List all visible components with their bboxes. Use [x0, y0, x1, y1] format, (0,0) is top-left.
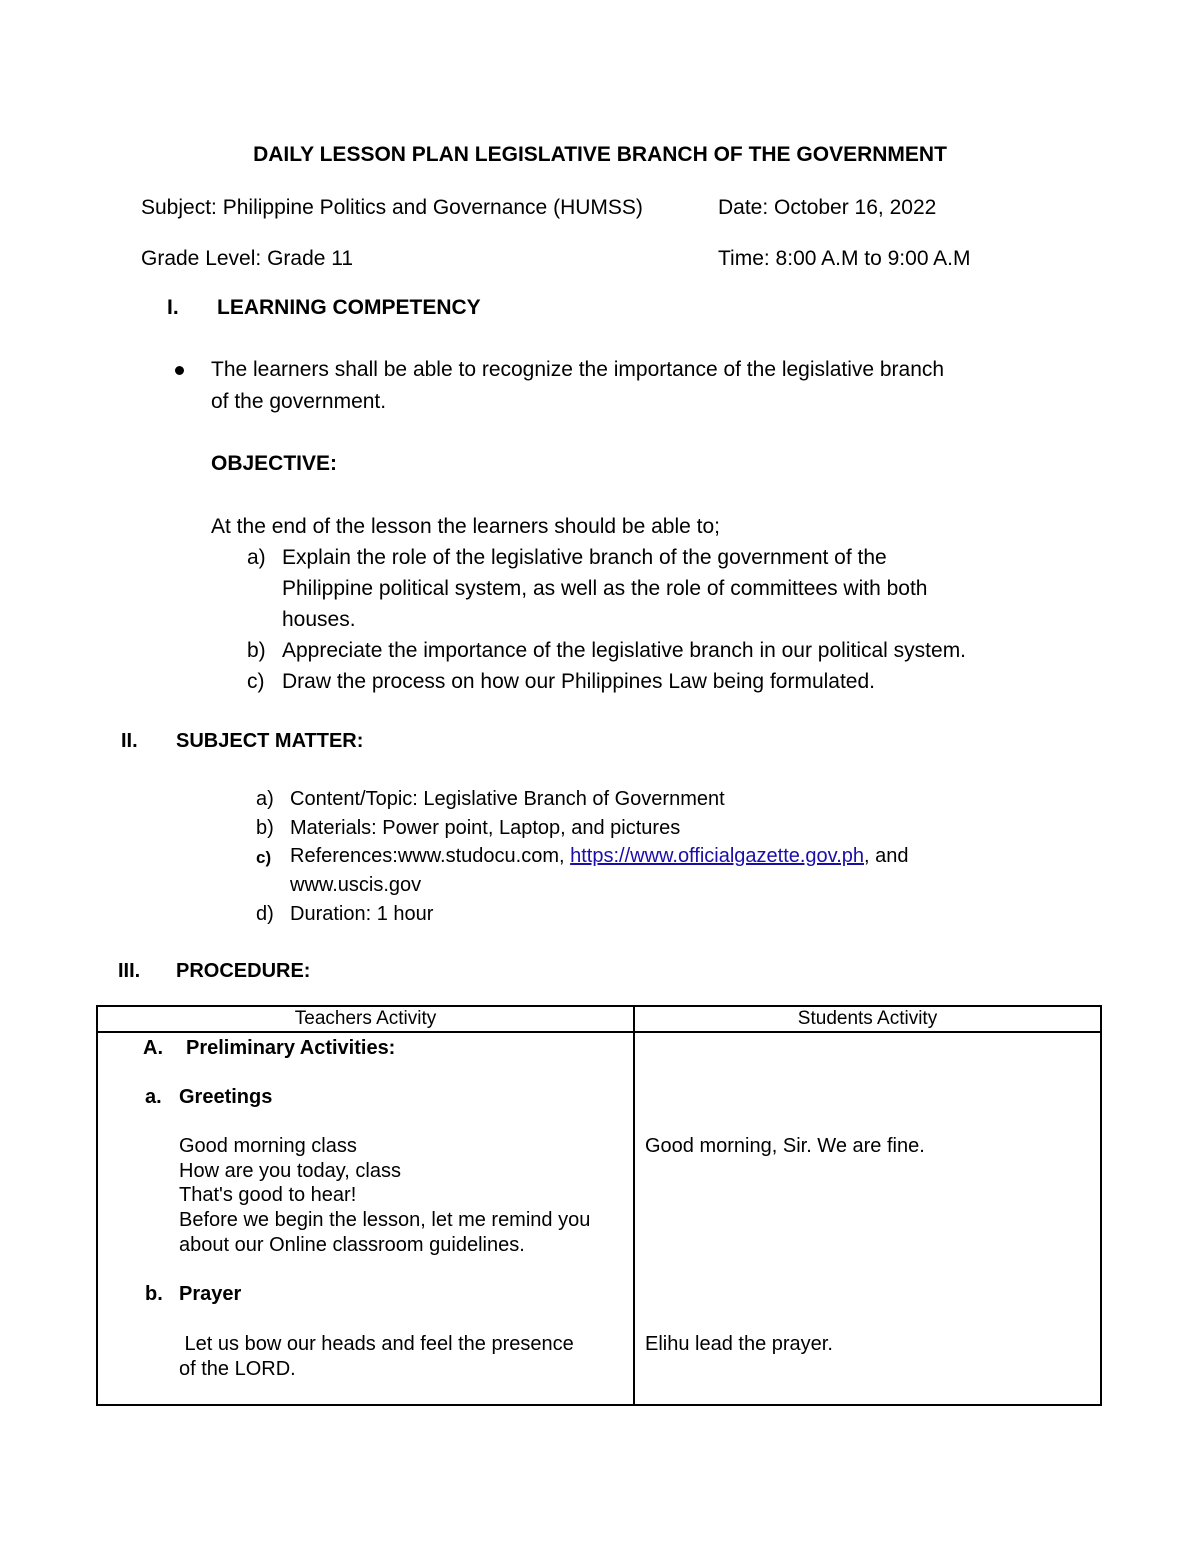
prayer-line: Let us bow our heads and feel the presence [179, 1333, 574, 1355]
greetings-line: That's good to hear! [179, 1184, 357, 1206]
objective-heading: OBJECTIVE: [211, 452, 338, 475]
prayer-marker: b. [145, 1283, 163, 1305]
objective-a-line2: Philippine political system, as well as the role of committees with both [282, 577, 928, 600]
time-line: Time: 8:00 A.M to 9:00 A.M [718, 247, 971, 270]
references-text: References:www.studocu.com, [290, 845, 571, 867]
greetings-line: How are you today, class [179, 1160, 401, 1182]
objective-a-line1: Explain the role of the legislative branch of the government of the [282, 546, 887, 569]
competency-line2: of the government. [211, 390, 387, 413]
subject-item-materials: Materials: Power point, Laptop, and pictures [290, 817, 681, 839]
header-students-activity: Students Activity [634, 1006, 1101, 1032]
section1-number: I. [167, 296, 179, 319]
subject-item-duration: Duration: 1 hour [290, 903, 434, 925]
greetings-line: about our Online classroom guidelines. [179, 1234, 525, 1256]
document-title: DAILY LESSON PLAN LEGISLATIVE BRANCH OF THE GOVERNMENT [253, 143, 947, 166]
greetings-line: Before we begin the lesson, let me remind you [179, 1209, 591, 1231]
section1-heading: LEARNING COMPETENCY [217, 296, 481, 319]
objective-marker-b: b) [247, 639, 266, 662]
header-teachers-activity: Teachers Activity [97, 1006, 634, 1032]
objective-c-line1: Draw the process on how our Philippines Law being formulated. [282, 670, 875, 693]
references-text-after: , and [864, 845, 909, 867]
greetings-marker: a. [145, 1086, 162, 1108]
greetings-heading: Greetings [179, 1086, 273, 1108]
students-activity-cell [634, 1032, 1101, 1405]
section2-heading: SUBJECT MATTER: [176, 730, 364, 752]
greetings-line: Good morning class [179, 1135, 357, 1157]
subject-marker-a: a) [256, 788, 274, 810]
subject-item-content: Content/Topic: Legislative Branch of Government [290, 788, 725, 810]
objective-intro: At the end of the lesson the learners should be able to; [211, 515, 721, 538]
prelim-marker: A. [143, 1037, 163, 1059]
student-prayer-response: Elihu lead the prayer. [645, 1333, 833, 1355]
section3-number: III. [118, 960, 141, 982]
subject-marker-d: d) [256, 903, 274, 925]
competency-line1: The learners shall be able to recognize the importance of the legislative branch [211, 358, 945, 381]
prayer-line: of the LORD. [179, 1358, 296, 1380]
prayer-heading: Prayer [179, 1283, 242, 1305]
official-gazette-link[interactable]: https://www.officialgazette.gov.ph [570, 845, 864, 867]
teachers-activity-cell [97, 1032, 634, 1405]
section2-number: II. [121, 730, 138, 752]
subject-marker-c: c) [256, 848, 272, 867]
table-row [97, 1032, 1101, 1405]
objective-marker-c: c) [247, 670, 265, 693]
section3-heading: PROCEDURE: [176, 960, 311, 982]
table-header-row [97, 1006, 1101, 1032]
student-greeting-response: Good morning, Sir. We are fine. [645, 1135, 925, 1157]
objective-marker-a: a) [247, 546, 266, 569]
objective-a-line3: houses. [282, 608, 356, 631]
subject-marker-b: b) [256, 817, 274, 839]
subject-item-references-line2: www.uscis.gov [290, 874, 422, 896]
subject-line: Subject: Philippine Politics and Governance (HUMSS) [141, 196, 643, 219]
subject-item-references [290, 846, 908, 866]
grade-line: Grade Level: Grade 11 [141, 247, 354, 270]
procedure-table [96, 1005, 1102, 1406]
objective-b-line1: Appreciate the importance of the legislative branch in our political system. [282, 639, 967, 662]
date-line: Date: October 16, 2022 [718, 196, 937, 219]
bullet-icon [175, 366, 184, 375]
prelim-heading: Preliminary Activities: [186, 1037, 396, 1059]
